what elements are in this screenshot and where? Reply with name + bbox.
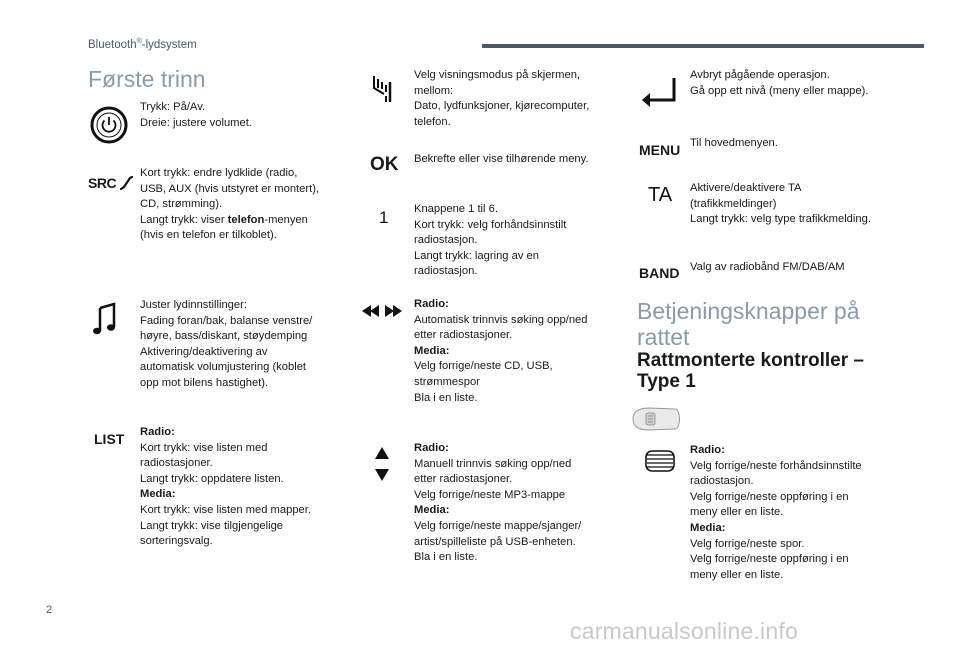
ok-description: Bekrefte eller vise tilhørende meny.: [414, 153, 589, 165]
ta-button-label: TA: [648, 184, 673, 206]
first-steps-heading: Første trinn: [88, 66, 206, 92]
display-mode-description: Velg visningsmodus på skjermen, mellom: Dato, lydfunksjoner, kjørecomputer, telefon.: [414, 69, 590, 128]
wheel-scroll-description: Radio: Velg forrige/neste forhåndsinnstilte radiostasjon. Velg forrige/neste oppføring i en meny eller en liste. Media: Velg forrige/neste spor. Velg forrige/neste oppføring i en meny eller en liste.: [690, 444, 862, 581]
up-down-arrows-icon: [375, 447, 389, 481]
power-knob-icon: [90, 106, 128, 144]
section-title: Bluetooth®-lydsystem: [88, 38, 197, 51]
header-divider: [482, 44, 924, 48]
display-mode-icon: [372, 74, 394, 104]
back-description: Avbryt pågående operasjon. Gå opp ett nivå (meny eller mappe).: [690, 69, 869, 97]
type1-subheading: Rattmonterte kontroller – Type 1: [637, 350, 864, 392]
menu-description: Til hovedmenyen.: [690, 137, 778, 149]
menu-button-label: MENU: [639, 142, 681, 158]
preset-description: Knappene 1 til 6. Kort trykk: velg forhåndsinnstilt radiostasjon. Langt trykk: lagring av en radiostasjon.: [414, 203, 567, 278]
steering-stalk-icon: [629, 405, 683, 433]
band-button-label: BAND: [639, 265, 680, 281]
list-description: Radio: Kort trykk: vise listen med radiostasjoner. Langt trykk: oppdatere listen. Media: Kort trykk: vise listen med mapper. Langt trykk: vise tilgjengelige sorteringsvalg.: [140, 426, 311, 548]
seek-description: Radio: Automatisk trinnvis søking opp/ned etter radiostasjoner. Media: Velg forrige/neste CD, USB, strømmespor Bla i en liste.: [414, 298, 588, 404]
power-description: Trykk: På/Av. Dreie: justere volumet.: [140, 101, 252, 129]
list-button-label: LIST: [94, 431, 125, 447]
seek-arrows-icon: [362, 304, 402, 318]
ta-description: Aktivere/deaktivere TA (trafikkmeldinger) Langt trykk: velg type trafikkmelding.: [690, 182, 871, 226]
src-description: Kort trykk: endre lydklide (radio, USB, AUX (hvis utstyret er montert), CD, strømming). Langt trykk: viser telefon-menyen (hvis en telefon er tilkoblet).: [140, 167, 320, 242]
ok-button-label: OK: [370, 154, 399, 175]
sound-settings-description: Juster lydinnstillinger: Fading foran/bak, balanse venstre/ høyre, bass/diskant, støydemping Aktivering/deaktivering av automatisk volumjustering (koblet opp mot bilens hastighet).: [140, 299, 313, 389]
manual-seek-description: Radio: Manuell trinnvis søking opp/ned etter radiostasjoner. Velg forrige/neste MP3-mappe Media: Velg forrige/neste mappe/sjanger/ artist/spilleliste på USB-enheten. Bla i en liste.: [414, 442, 582, 564]
phone-icon: [118, 175, 134, 191]
src-button-icon: SRC: [88, 175, 134, 191]
watermark: carmanualsonline.info: [570, 618, 798, 644]
preset-button-label: 1: [379, 208, 389, 227]
page-number: 2: [46, 604, 53, 616]
steering-controls-heading: Betjeningsknapper på rattet: [637, 298, 860, 350]
band-description: Valg av radiobånd FM/DAB/AM: [690, 261, 845, 273]
back-arrow-icon: [640, 76, 678, 112]
music-note-icon: [92, 302, 118, 336]
wheel-scroll-icon: [645, 450, 675, 472]
